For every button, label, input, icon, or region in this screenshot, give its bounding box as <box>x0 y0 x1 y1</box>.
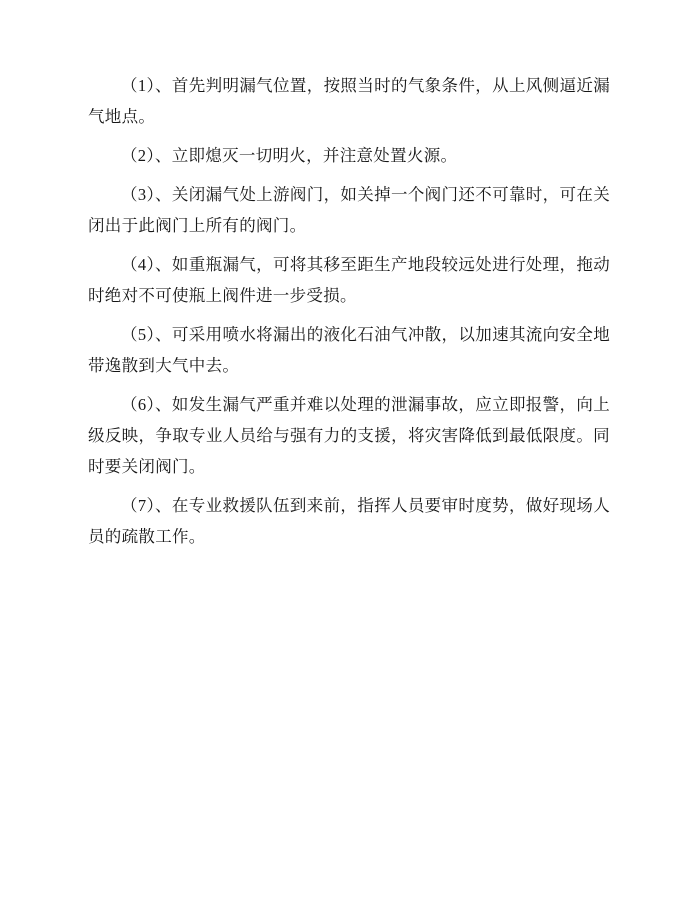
paragraph-3: （3）、关闭漏气处上游阀门，如关掉一个阀门还不可靠时，可在关闭出于此阀门上所有的阀门。 <box>88 185 610 235</box>
paragraph-7: （7）、在专业救援队伍到来前，指挥人员要审时度势，做好现场人员的疏散工作。 <box>88 496 610 546</box>
document-body <box>88 70 610 552</box>
paragraph-6: （6）、如发生漏气严重并难以处理的泄漏事故，应立即报警，向上级反映，争取专业人员给与强有力的支援，将灾害降低到最低限度。同时要关闭阀门。 <box>88 395 610 476</box>
paragraph-2: （2）、立即熄灭一切明火，并注意处置火源。 <box>121 146 458 165</box>
paragraph-1: （1）、首先判明漏气位置，按照当时的气象条件，从上风侧逼近漏气地点。 <box>88 76 610 126</box>
paragraph-4: （4）、如重瓶漏气，可将其移至距生产地段较远处进行处理，拖动时绝对不可使瓶上阀件进一步受损。 <box>88 255 610 305</box>
paragraph-5: （5）、可采用喷水将漏出的液化石油气冲散，以加速其流向安全地带逸散到大气中去。 <box>88 325 610 375</box>
